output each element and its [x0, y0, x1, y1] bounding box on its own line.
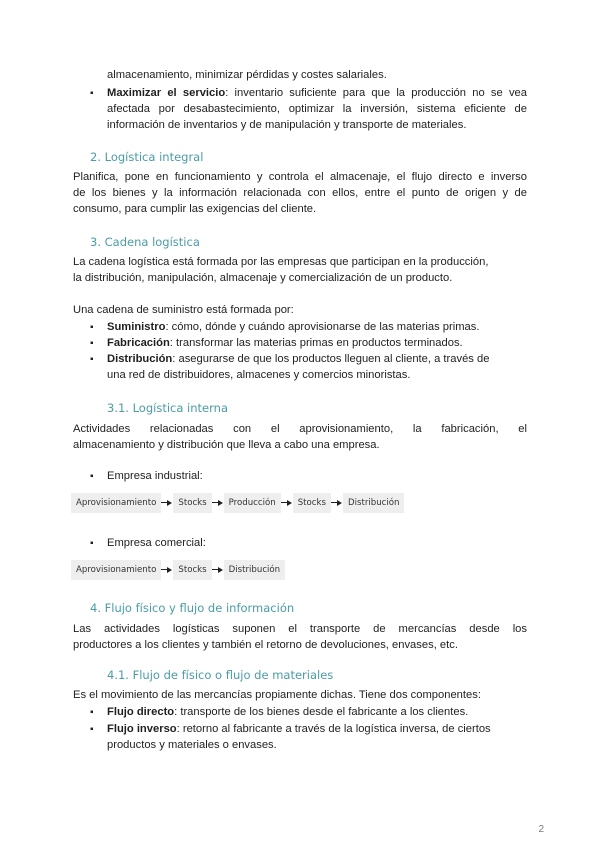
list-item: Fabricación: transformar las materias primas en productos terminados.: [107, 337, 463, 349]
paragraph-line: Actividades relacionadas con el aprovisionamiento, la fabricación, el: [73, 423, 527, 435]
paragraph-line: la distribución, manipulación, almacenaje y comercialización de un producto.: [73, 272, 453, 284]
paragraph-line: de los bienes y la información relacionada con ellos, entre el punto de origen y de: [73, 187, 527, 199]
subsection-heading: 4.1. Flujo de físico o flujo de materiales: [107, 668, 334, 682]
flow-step-distribucion: Distribución: [343, 493, 405, 513]
flow-step-aprovisionamiento: Aprovisionamiento: [71, 560, 161, 580]
paragraph-line: Las actividades logísticas suponen el transporte de mercancías desde los: [73, 623, 527, 635]
arrow-right-icon: [212, 560, 224, 580]
paragraph-line: almacenamiento y distribución que lleva a cabo una empresa.: [73, 439, 380, 451]
list-item: Suministro: cómo, dónde y cuándo aprovisionarse de las materias primas.: [107, 321, 480, 333]
bullet-icon: ▪: [90, 724, 94, 735]
industrial-flow-diagram: [71, 493, 404, 513]
page-number: 2: [538, 824, 544, 835]
section-heading: 4. Flujo físico y flujo de información: [90, 601, 295, 615]
paragraph-line: Una cadena de suministro está formada por:: [73, 304, 294, 316]
flow-step-aprovisionamiento: Aprovisionamiento: [71, 493, 161, 513]
paragraph-line: consumo, para cumplir las exigencias del cliente.: [73, 203, 317, 215]
list-item: Flujo inverso: retorno al fabricante a través de la logística inversa, de ciertos: [107, 723, 491, 735]
list-item: Distribución: asegurarse de que los productos lleguen al cliente, a través de: [107, 353, 490, 365]
flow-step-stocks: Stocks: [173, 493, 211, 513]
bullet-icon: ▪: [90, 338, 94, 349]
arrow-right-icon: [212, 493, 224, 513]
bullet-icon: ▪: [90, 707, 94, 718]
bullet-icon: ▪: [90, 538, 94, 549]
arrow-right-icon: [161, 493, 173, 513]
subsection-heading: 3.1. Logística interna: [107, 401, 228, 415]
bullet-icon: ▪: [90, 322, 94, 333]
bullet-icon: ▪: [90, 354, 94, 365]
comercial-flow-diagram: [71, 560, 285, 580]
maximize-service-line: Maximizar el servicio: inventario suficiente para que la producción no se vea: [107, 87, 527, 99]
intro-line: almacenamiento, minimizar pérdidas y costes salariales.: [107, 69, 387, 81]
flow-step-distribucion: Distribución: [224, 560, 286, 580]
paragraph-line: Es el movimiento de las mercancías propiamente dichas. Tiene dos componentes:: [73, 689, 481, 701]
paragraph-line: Planifica, pone en funcionamiento y controla el almacenaje, el flujo directo e inverso: [73, 171, 527, 183]
paragraph-line: productores a los clientes y también el retorno de devoluciones, envases, etc.: [73, 639, 458, 651]
document-page: almacenamiento, minimizar pérdidas y costes salariales. ▪ Maximizar el servicio: inventario suficiente para que la producción no se vea afectada por desabastecimiento, optimizar la inversión, sistema eficiente de información de inventarios y de manipulación y transporte de materiales. 2. Logística integral Planifica, pone en funcionamiento y controla el almacenaje, el flujo directo e inverso de los bienes y la información relacionada con ellos, entre el punto de origen y de consumo, para cumplir las exigencias del cliente. 3. Cadena logística La cadena logística está formada por las empresas que participan en la producción, la distribución, manipulación, almacenaje y comercialización de un producto. Una cadena de suministro está formada por: ▪ Suministro: cómo, dónde y cuándo aprovisionarse de las materias primas. ▪ Fabricación: transformar las materias primas en productos terminados. ▪ Distribución: asegurarse de que los productos lleguen al cliente, a través de una red de distribuidores, almacenes y comercios minoristas. 3.1. Logística interna Actividades relacionadas con el aprovisionamiento, la fabricación, el almacenamiento y distribución que lleva a cabo una empresa. ▪ Empresa industrial: Aprovisionamiento Stocks Producción Stocks Distribución ▪ Empresa comercial: Aprovisionamiento Stocks Distribución 4. Flujo físico y flujo de información Las actividades logísticas suponen el transporte de mercancías desde los productores a los clientes y también el retorno de devoluciones, envases, etc. 4.1. Flujo de físico o flujo de materiales Es el movimiento de las mercancías propiamente dichas. Tiene dos componentes: ▪ Flujo directo: transporte de los bienes desde el fabricante a los clientes. ▪ Flujo inverso: retorno al fabricante a través de la logística inversa, de ciertos productos y materiales o envases. 2: [73, 69, 544, 835]
flow-step-stocks: Stocks: [293, 493, 331, 513]
bullet-icon: ▪: [90, 88, 94, 99]
arrow-right-icon: [281, 493, 293, 513]
list-item: Flujo directo: transporte de los bienes desde el fabricante a los clientes.: [107, 706, 469, 718]
paragraph-line: La cadena logística está formada por las empresas que participan en la producción,: [73, 256, 489, 268]
comercial-label: Empresa comercial:: [107, 537, 206, 549]
section-heading: 3. Cadena logística: [90, 235, 200, 249]
section-heading: 2. Logística integral: [90, 150, 204, 164]
flow-step-stocks: Stocks: [173, 560, 211, 580]
arrow-right-icon: [331, 493, 343, 513]
arrow-right-icon: [161, 560, 173, 580]
flow-step-produccion: Producción: [224, 493, 281, 513]
bullet-icon: ▪: [90, 471, 94, 482]
industrial-label: Empresa industrial:: [107, 470, 203, 482]
